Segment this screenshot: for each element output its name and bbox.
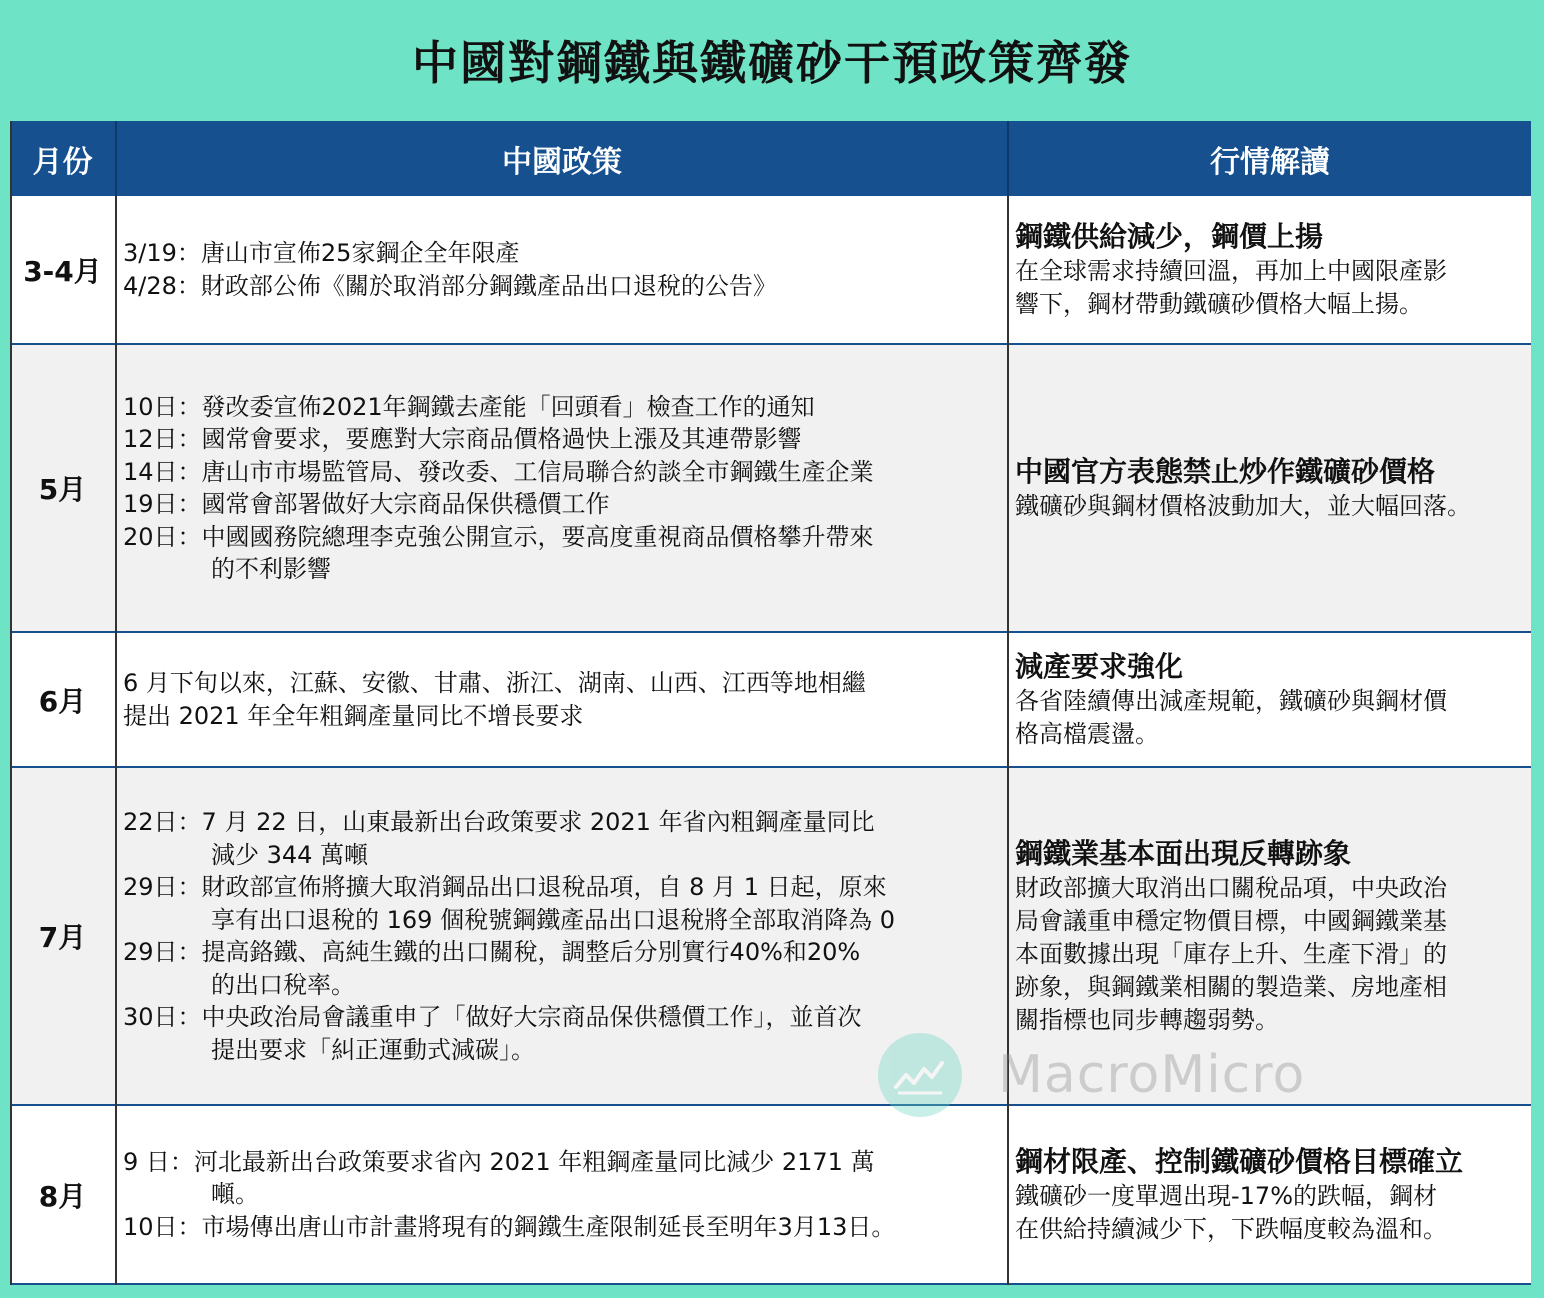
- reading-title: 鋼鐵供給減少，鋼價上揚: [1015, 219, 1324, 253]
- policy-line: [123, 270, 1003, 303]
- policy-date: 9 日：: [123, 1147, 194, 1176]
- policy-text: 7 月 22 日，山東最新出台政策要求 2021 年省內粗鋼產量同比: [201, 808, 875, 836]
- reading-cell: [1015, 345, 1527, 631]
- policy-date: 29日：: [123, 938, 202, 966]
- watermark-text: MacroMicro: [998, 1045, 1306, 1105]
- policy-text: 唐山市宣佈25家鋼企全年限產: [200, 239, 520, 267]
- policy-text: 國常會要求，要應對大宗商品價格過快上漲及其連帶影響: [201, 425, 802, 453]
- reading-title: 中國官方表態禁止炒作鐵礦砂價格: [1015, 454, 1436, 488]
- month-cell: 6月: [38, 684, 87, 718]
- policy-text: 市場傳出唐山市計畫將現有的鋼鐵生產限制延長至明年3月13日。: [201, 1212, 896, 1241]
- policy-line: [123, 521, 1003, 554]
- policy-text: 國常會部署做好大宗商品保供穩價工作: [201, 490, 610, 518]
- policy-text-continued: 的出口稅率。: [211, 970, 355, 999]
- policy-text: 6 月下旬以來，江蘇、安徽、甘肅、浙江、湖南、山西、江西等地相繼: [123, 669, 866, 697]
- header-policy: 中國政策: [502, 144, 622, 180]
- header-reading: 行情解讀: [1210, 144, 1330, 180]
- policy-date: 22日：: [123, 808, 202, 836]
- policy-date: 29日：: [123, 873, 202, 901]
- reading-title: 鋼材限產、控制鐵礦砂價格目標確立: [1015, 1144, 1464, 1178]
- policy-line: [123, 700, 1003, 733]
- policy-line: [123, 936, 1003, 969]
- table-header: [10, 121, 1531, 196]
- header-divider-2: [1007, 121, 1009, 196]
- reading-text: 關指標也同步轉趨弱勢。: [1015, 1005, 1279, 1034]
- policy-line: [123, 1001, 1003, 1034]
- policy-date: 4/28：: [123, 271, 201, 300]
- policy-date: 3/19：: [123, 239, 201, 267]
- policy-line: [123, 488, 1003, 521]
- reading-text: 在全球需求持續回溫，再加上中國限產影: [1015, 256, 1447, 285]
- policy-date: 20日：: [123, 522, 202, 551]
- reading-text: 鐵礦砂與鋼材價格波動加大，並大幅回落。: [1015, 491, 1471, 520]
- policy-text-continued: 的不利影響: [211, 555, 331, 583]
- policy-text: 提高鉻鐵、高純生鐵的出口關稅，調整后分別實行40%和20%: [201, 938, 861, 966]
- header-divider-1: [115, 121, 117, 196]
- policy-text: 唐山市市場監管局、發改委、工信局聯合約談全市鋼鐵生產企業: [201, 457, 874, 486]
- watermark: [878, 1035, 1348, 1115]
- page-title: 中國對鋼鐵與鐵礦砂干預政策齊發: [412, 36, 1132, 90]
- policy-text: 財政部宣佈將擴大取消鋼品出口退稅品項，自 8 月 1 日起，原來: [201, 873, 887, 901]
- policy-line: [123, 1146, 1003, 1179]
- policy-line: [123, 423, 1003, 456]
- table-left-border: [10, 121, 12, 1285]
- reading-cell: [1015, 1106, 1527, 1283]
- policy-line: [123, 391, 1003, 424]
- reading-text: 跡象，與鋼鐵業相關的製造業、房地產相: [1015, 972, 1447, 1001]
- reading-text: 格高檔震盪。: [1015, 719, 1159, 748]
- policy-text-continued: 享有出口退稅的 169 個稅號鋼鐵產品出口退稅將全部取消降為 0: [211, 905, 895, 934]
- reading-cell: [1015, 633, 1527, 766]
- table-row: [10, 1106, 1531, 1285]
- reading-text: 各省陸續傳出減產規範，鐵礦砂與鋼材價: [1015, 686, 1447, 715]
- table-row: [10, 345, 1531, 633]
- policy-line: [123, 456, 1003, 489]
- table-row: [10, 633, 1531, 768]
- policy-line: [123, 667, 1003, 700]
- policy-line: [123, 806, 1003, 839]
- reading-cell: [1015, 196, 1527, 343]
- policy-date: 14日：: [123, 457, 202, 486]
- month-cell: 8月: [38, 1179, 87, 1213]
- policy-line: [123, 871, 1003, 904]
- policy-line: [123, 237, 1003, 270]
- policy-text: 提出 2021 年全年粗鋼產量同比不增長要求: [123, 701, 584, 730]
- policy-cell: [123, 768, 1003, 1104]
- policy-text: 中國國務院總理李克強公開宣示，要高度重視商品價格攀升帶來: [201, 522, 874, 551]
- reading-text: 本面數據出現「庫存上升、生產下滑」的: [1015, 939, 1447, 968]
- month-cell: 5月: [38, 473, 87, 506]
- policy-text-continued: 提出要求「糾正運動式減碳」。: [211, 1035, 535, 1064]
- reading-title: 減產要求強化: [1015, 649, 1184, 683]
- policy-text-continued: 減少 344 萬噸: [211, 840, 369, 869]
- month-cell: 3-4月: [23, 254, 102, 288]
- policy-text: 發改委宣佈2021年鋼鐵去產能「回頭看」檢查工作的通知: [201, 392, 815, 421]
- policy-cell: [123, 633, 1003, 766]
- policy-line: [123, 1211, 1003, 1244]
- policy-text: 財政部公佈《關於取消部分鋼鐵產品出口退稅的公告》: [200, 271, 777, 300]
- reading-title: 鋼鐵業基本面出現反轉跡象: [1015, 836, 1352, 870]
- policy-text-continued: 噸。: [211, 1180, 259, 1209]
- header-month: 月份: [32, 144, 93, 180]
- table-row: [10, 196, 1531, 345]
- column-divider-2: [1007, 196, 1009, 1285]
- reading-text: 在供給持續減少下，下跌幅度較為溫和。: [1015, 1214, 1447, 1243]
- policy-date: 19日：: [123, 490, 202, 518]
- policy-date: 30日：: [123, 1003, 202, 1031]
- policy-date: 10日：: [123, 392, 202, 421]
- reading-text: 響下，鋼材帶動鐵礦砂價格大幅上揚。: [1015, 289, 1423, 318]
- macromicro-logo-icon: [878, 1033, 962, 1117]
- reading-text: 鐵礦砂一度單週出現-17%的跌幅，鋼材: [1015, 1181, 1438, 1210]
- column-divider-1: [115, 196, 117, 1285]
- policy-cell: [123, 345, 1003, 631]
- policy-cell: [123, 1106, 1003, 1283]
- policy-date: 12日：: [123, 425, 202, 453]
- reading-text: 局會議重申穩定物價目標，中國鋼鐵業基: [1015, 906, 1447, 935]
- policy-date: 10日：: [123, 1212, 202, 1241]
- month-cell: 7月: [38, 921, 87, 954]
- policy-cell: [123, 196, 1003, 343]
- reading-text: 財政部擴大取消出口關稅品項，中央政治: [1015, 873, 1447, 902]
- policy-text: 河北最新出台政策要求省內 2021 年粗鋼產量同比減少 2171 萬: [193, 1147, 875, 1176]
- policy-text: 中央政治局會議重申了「做好大宗商品保供穩價工作」，並首次: [201, 1003, 862, 1031]
